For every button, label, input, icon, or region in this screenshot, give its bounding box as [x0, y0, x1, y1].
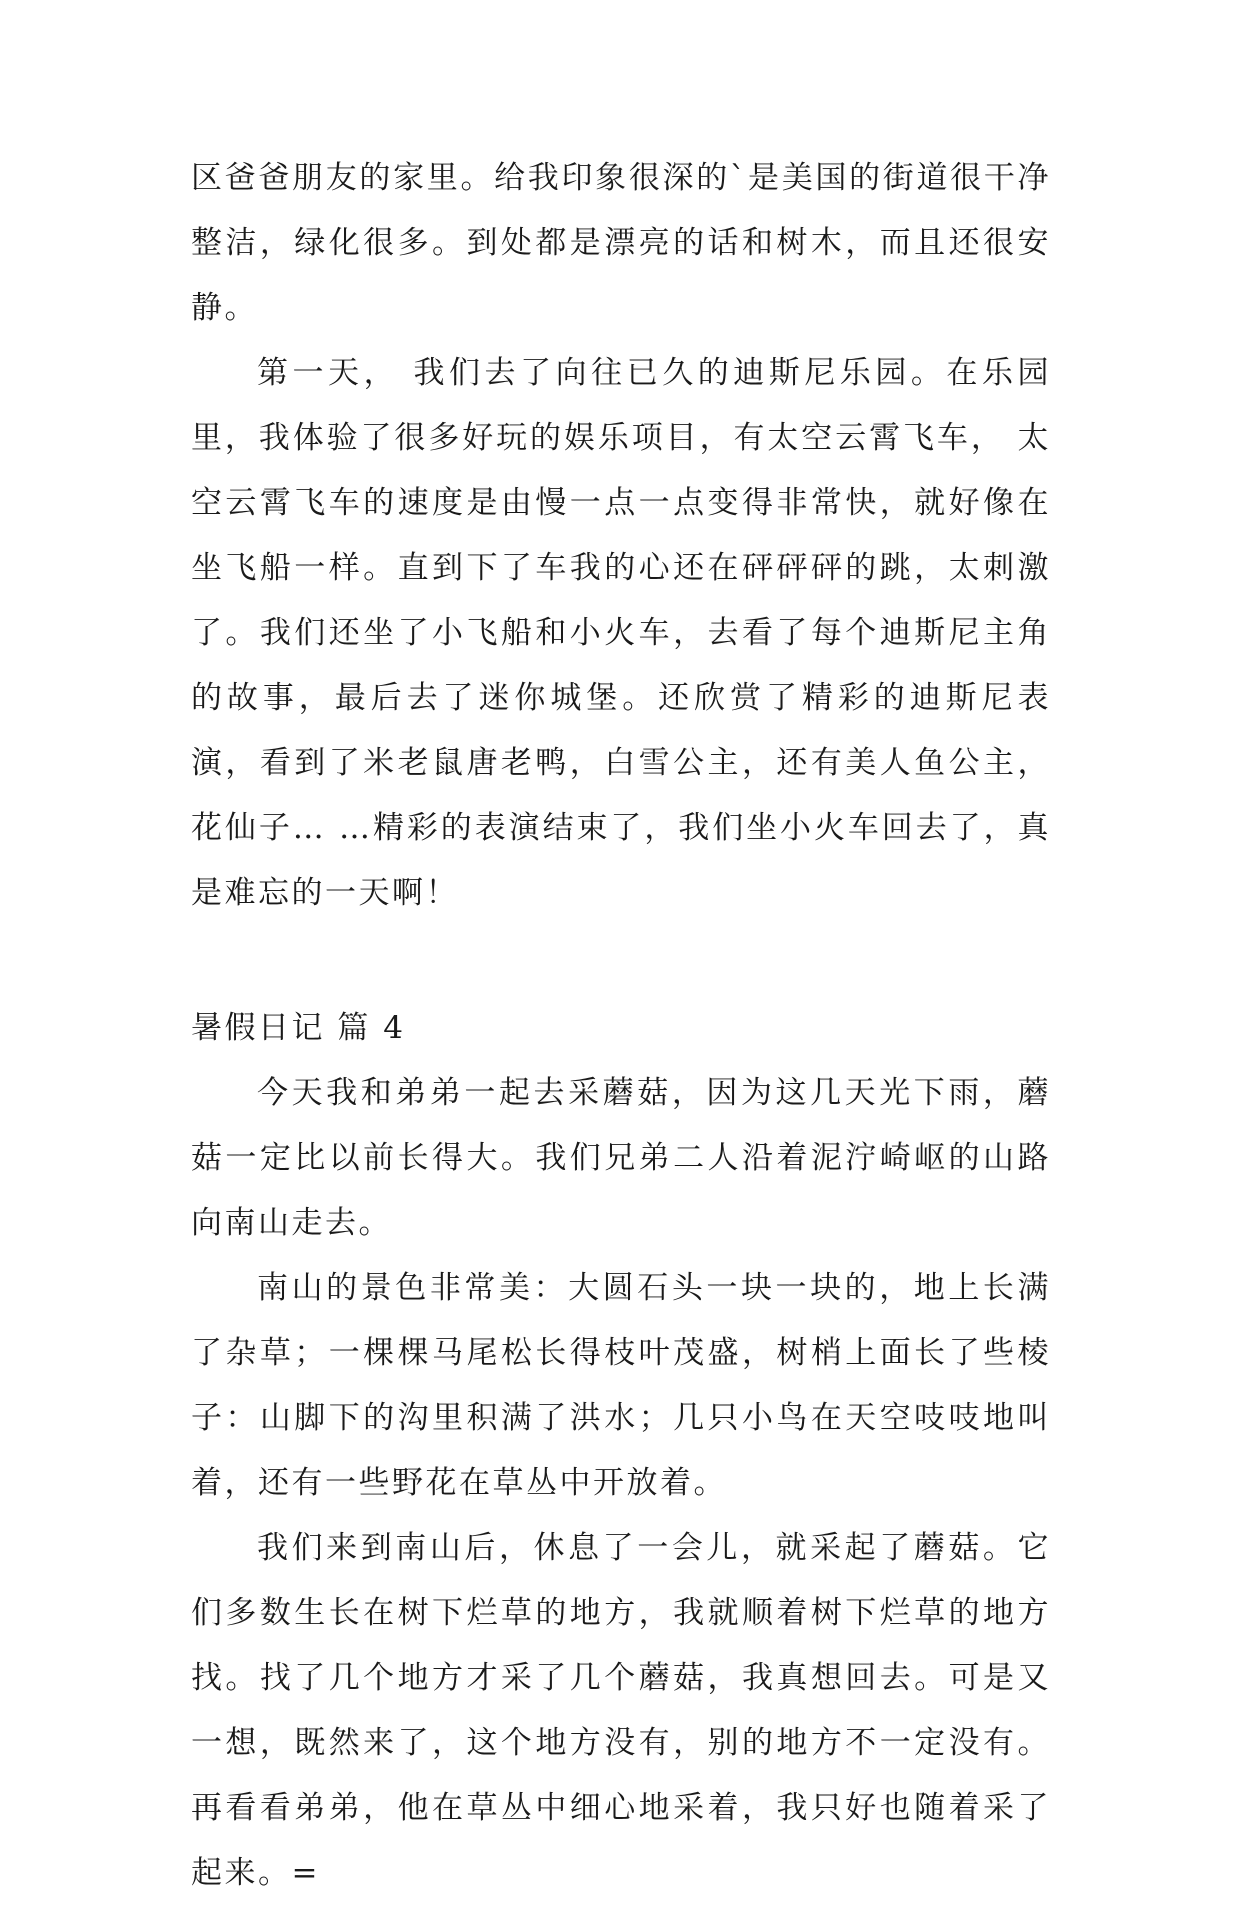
paragraph-picking-mushrooms: 我们来到南山后，休息了一会儿，就采起了蘑菇。它们多数生长在树下烂草的地方，我就顺着树下烂草的地方找。找了几个地方才采了几个蘑菇，我真想回去。可是又一想，既然来了，这个地方没有，别的地方不一定没有。再看看弟弟，他在草丛中细心地采着，我只好也随着采了起来。=: [191, 1530, 1051, 1891]
paragraph-south-mountain-scenery: 南山的景色非常美：大圆石头一块一块的，地上长满了杂草；一棵棵马尾松长得枝叶茂盛，树梢上面长了些棱子：山脚下的沟里积满了洪水；几只小鸟在天空吱吱地叫着，还有一些野花在草丛中开放着。: [191, 1270, 1051, 1501]
paragraph-continued-intro: 区爸爸朋友的家里。给我印象很深的`是美国的街道很干净整洁，绿化很多。到处都是漂亮的话和树木，而且还很安静。: [191, 160, 1051, 326]
paragraph-disneyland-day: 第一天， 我们去了向往已久的迪斯尼乐园。在乐园里，我体验了很多好玩的娱乐项目，有太空云霄飞车， 太空云霄飞车的速度是由慢一点一点变得非常快，就好像在坐飞船一样。直到下了车我的心还在砰砰砰的跳，太刺激了。我们还坐了小飞船和小火车，去看了每个迪斯尼主角的故事，最后去了迷你城堡。还欣赏了精彩的迪斯尼表演，看到了米老鼠唐老鸭，白雪公主，还有美人鱼公主，花仙子… …精彩的表演结束了，我们坐小火车回去了，真是难忘的一天啊！: [191, 355, 1051, 911]
paragraph-mushroom-trip: 今天我和弟弟一起去采蘑菇，因为这几天光下雨，蘑菇一定比以前长得大。我们兄弟二人沿着泥泞崎岖的山路向南山走去。: [191, 1075, 1051, 1241]
section-heading-diary-4: 暑假日记 篇 4: [191, 1010, 406, 1046]
document-body: [191, 146, 1051, 1906]
